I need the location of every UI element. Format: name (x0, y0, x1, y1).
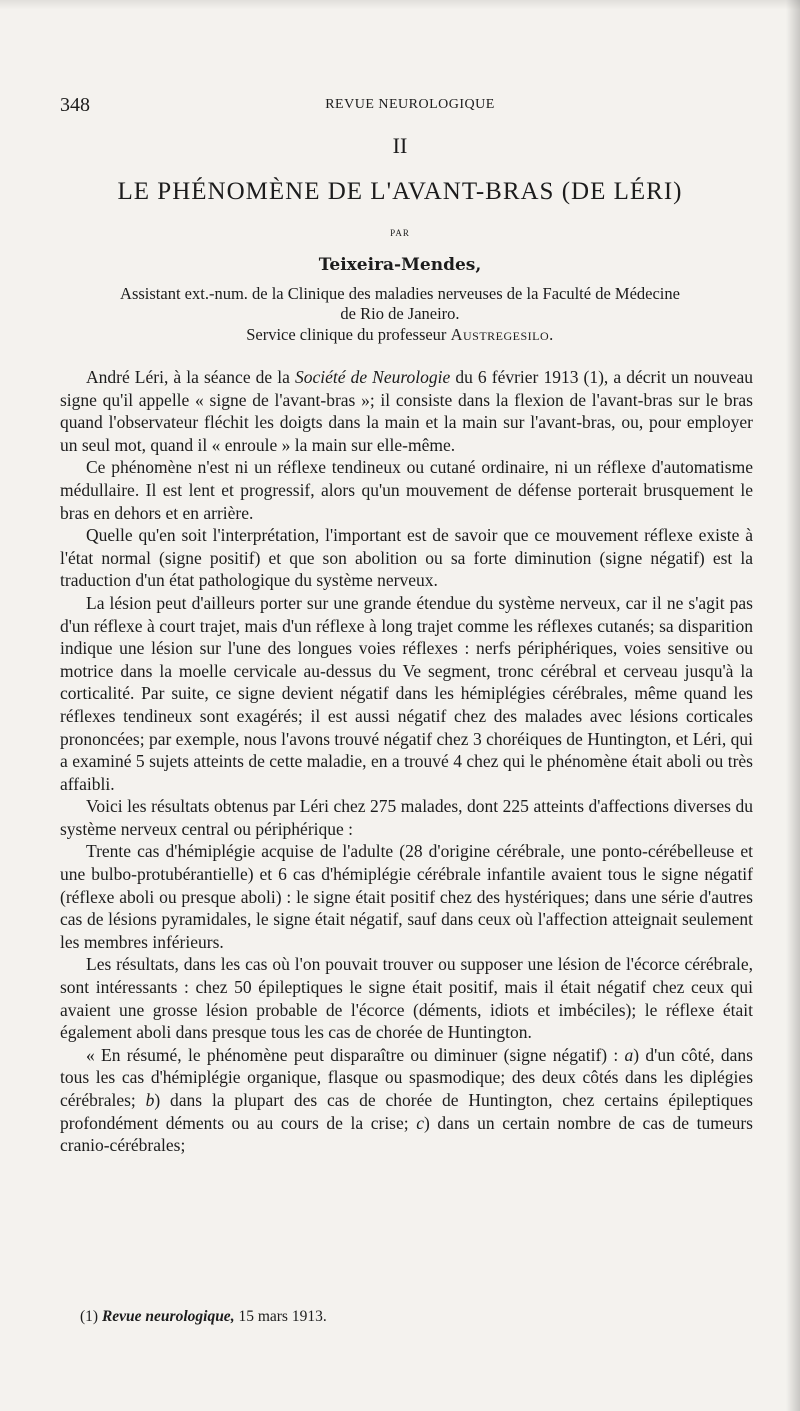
paragraph: Quelle qu'en soit l'interprétation, l'important est de savoir que ce mouvement réflexe existe à l'état normal (signe positif) et que son abolition ou sa forte diminution (signe négatif) est la traduction d'un état pathologique du système nerveux. (60, 525, 753, 591)
paragraph: Les résultats, dans les cas où l'on pouvait trouver ou supposer une lésion de l'écorce cérébrale, sont intéressants : chez 50 épileptiques le signe était positif, mais il était négatif chez ceux qui avaient une grosse lésion probable de l'écorce (déments, idiots et imbéciles); le réflexe était également aboli dans presque tous les cas de chorée de Huntington. (60, 954, 753, 1043)
author-name: Teixeira-Mendes, (318, 255, 482, 275)
page-shadow-top (0, 0, 800, 10)
affiliation-line (0, 325, 800, 345)
page-shadow-right (786, 0, 800, 1411)
affiliation-line: de Rio de Janeiro. (340, 304, 460, 323)
page-number: 348 (60, 94, 90, 116)
paragraph: Trente cas d'hémiplégie acquise de l'adulte (28 d'origine cérébrale, une ponto-cérébelleuse et une bulbo-protubérantielle) et 6 cas d'hémiplégie cérébrale infantile avaient tous le signe négatif (réflexe aboli ou presque aboli) : le signe était positif chez des hystériques; dans une série d'autres cas de lésions pyramidales, le signe était négatif, sauf dans ceux où l'affection atteignait seulement les membres inférieurs. (60, 841, 753, 952)
professor-name: Austregesilo. (450, 325, 554, 344)
footnote: (1) Revue neurologique, 15 mars 1913. (80, 1308, 327, 1325)
running-head (60, 94, 760, 114)
article-title: LE PHÉNOMÈNE DE L'AVANT-BRAS (DE LÉRI) (117, 178, 683, 205)
journal-name: REVUE NEUROLOGIQUE (325, 97, 495, 112)
paragraph: André Léri, à la séance de la Société de Neurologie du 6 février 1913 (1), a décrit un nouveau signe qu'il appelle « signe de l'avant-bras »; il consiste dans la flexion de l'avant-bras sur le bras quand l'observateur fléchit les doigts dans la main et la main sur l'avant-bras, ou, pour employer un seul mot, quand il « enroule » la main sur elle-même. (60, 367, 753, 455)
affiliation-line: Assistant ext.-num. de la Clinique des maladies nerveuses de la Faculté de Médecine (120, 284, 680, 303)
paragraph: Ce phénomène n'est ni un réflexe tendineux ou cutané ordinaire, ni un réflexe d'automatisme médullaire. Il est lent et progressif, alors qu'un mouvement de défense porterait brusquement le bras en dehors et en arrière. (60, 457, 753, 523)
article-body (60, 366, 753, 1157)
paragraph: La lésion peut d'ailleurs porter sur une grande étendue du système nerveux, car il ne s'agit pas d'un réflexe à court trajet, mais d'un réflexe à long trajet comme les réflexes cutanés; sa disparition indique une lésion sur l'une des longues voies réflexes : nerfs périphériques, voies sensitive ou motrice dans la moelle cervicale au-dessus du Ve segment, tronc cérébral et cerveau jusqu'à la corticalité. Par suite, ce signe devient négatif dans les hémiplégies cérébrales, même quand les réflexes tendineux sont exagérés; il est aussi négatif chez des malades avec lésions corticales prononcées; par exemple, nous l'avons trouvé négatif chez 3 choréiques de Huntington, et Léri, qui a examiné 5 sujets atteints de cette maladie, en a trouvé 4 chez qui le phénomène était aboli ou très affaibli. (60, 592, 753, 794)
affiliation-prefix: Service clinique du professeur (246, 325, 451, 344)
journal-citation: Société de Neurologie (294, 367, 451, 387)
footnote-source: Revue neurologique, (101, 1308, 235, 1325)
section-numeral: II (392, 133, 408, 158)
paragraph: Voici les résultats obtenus par Léri chez 275 malades, dont 225 atteints d'affections diverses du système nerveux central ou périphérique : (60, 796, 753, 839)
by-line: PAR (390, 228, 410, 238)
paragraph: « En résumé, le phénomène peut disparaître ou diminuer (signe négatif) : a) d'un côté, dans tous les cas d'hémiplégie organique, flasque ou spasmodique; des deux côtés dans les diplégies cérébrales; b) dans la plupart des cas de chorée de Huntington, chez certains épileptiques profondément déments ou au cours de la crise; c) dans un certain nombre de cas de tumeurs cranio-cérébrales; (60, 1044, 753, 1156)
